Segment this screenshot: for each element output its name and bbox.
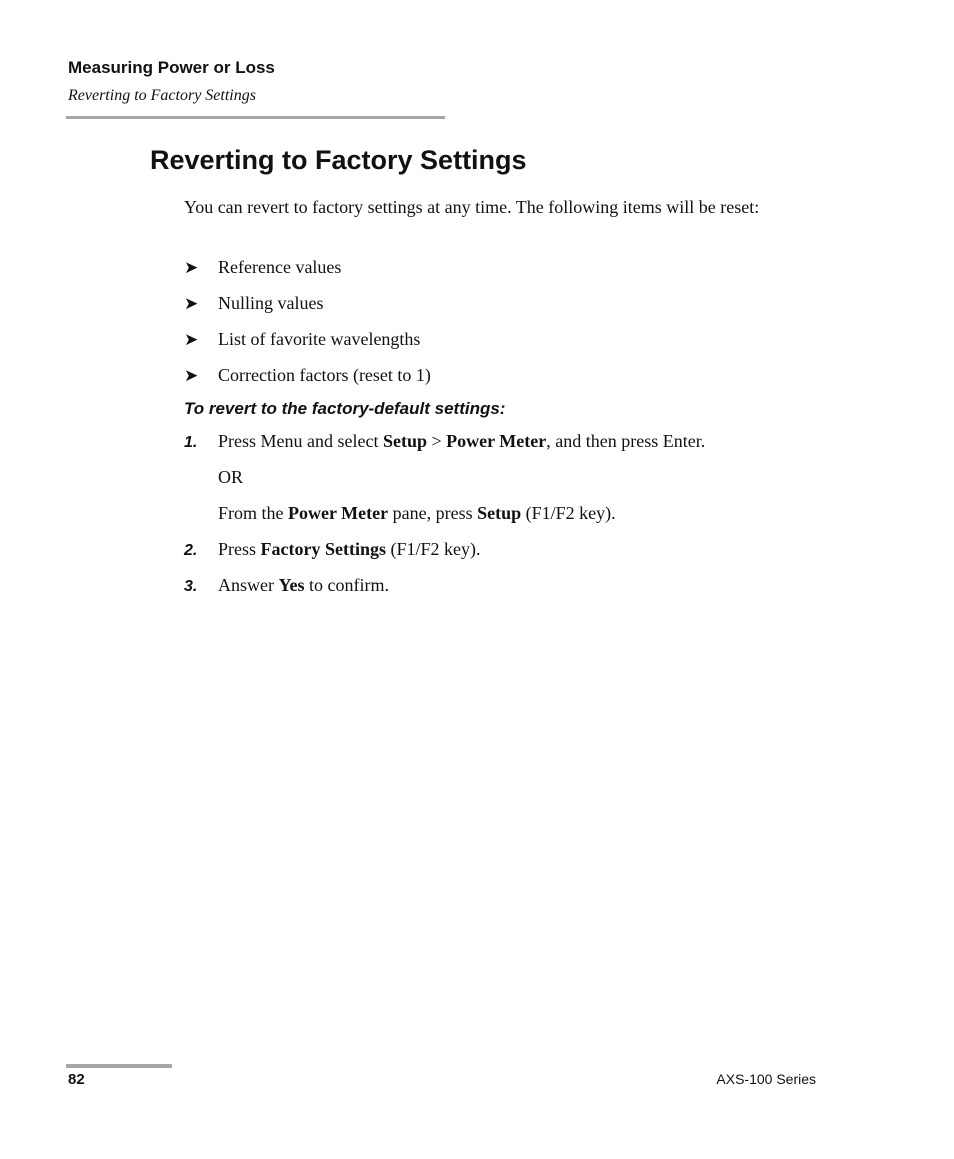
step-text: Press Menu and select bbox=[218, 431, 383, 451]
ui-term-factory-settings: Factory Settings bbox=[260, 539, 386, 559]
step-number: 1. bbox=[184, 434, 198, 451]
procedure-step-1 bbox=[184, 429, 705, 455]
list-item bbox=[184, 363, 431, 388]
list-item bbox=[184, 327, 420, 352]
product-name: AXS-100 Series bbox=[716, 1071, 816, 1087]
running-header-chapter: Measuring Power or Loss bbox=[68, 58, 275, 77]
intro-paragraph: You can revert to factory settings at any time. The following items will be reset: bbox=[184, 197, 760, 217]
procedure-heading: To revert to the factory-default settings: bbox=[184, 399, 506, 418]
page-number: 82 bbox=[68, 1071, 85, 1088]
running-header-section: Reverting to Factory Settings bbox=[68, 87, 256, 104]
ui-term-power-meter: Power Meter bbox=[446, 431, 547, 451]
arrow-bullet-icon: ➤ bbox=[184, 366, 199, 386]
arrow-bullet-icon: ➤ bbox=[184, 330, 199, 350]
list-item bbox=[184, 291, 324, 316]
list-item-text: Nulling values bbox=[218, 293, 324, 313]
step-number: 3. bbox=[184, 578, 198, 595]
step-text: Answer bbox=[218, 575, 279, 595]
header-rule bbox=[66, 116, 445, 119]
step-text: Press bbox=[218, 539, 261, 559]
step-text: pane, press bbox=[388, 503, 478, 523]
list-item-text: Correction factors (reset to 1) bbox=[218, 365, 431, 385]
arrow-bullet-icon: ➤ bbox=[184, 258, 199, 278]
arrow-bullet-icon: ➤ bbox=[184, 294, 199, 314]
step-number: 2. bbox=[184, 542, 198, 559]
step-text: > bbox=[426, 431, 447, 451]
ui-term-setup: Setup bbox=[477, 503, 522, 523]
alternative-instruction bbox=[218, 501, 616, 525]
step-text: (F1/F2 key). bbox=[521, 503, 616, 523]
page-title: Reverting to Factory Settings bbox=[150, 145, 527, 175]
step-text: From the bbox=[218, 503, 288, 523]
procedure-step-3 bbox=[184, 573, 389, 599]
list-item-text: Reference values bbox=[218, 257, 342, 277]
procedure-step-2 bbox=[184, 537, 481, 563]
footer-rule bbox=[66, 1064, 172, 1068]
step-text: to confirm. bbox=[304, 575, 389, 595]
step-text: (F1/F2 key). bbox=[386, 539, 481, 559]
ui-term-yes: Yes bbox=[278, 575, 305, 595]
list-item-text: List of favorite wavelengths bbox=[218, 329, 421, 349]
list-item bbox=[184, 255, 341, 280]
ui-term-power-meter: Power Meter bbox=[288, 503, 389, 523]
or-separator: OR bbox=[218, 467, 244, 487]
ui-term-setup: Setup bbox=[382, 431, 427, 451]
step-text: , and then press Enter. bbox=[546, 431, 706, 451]
